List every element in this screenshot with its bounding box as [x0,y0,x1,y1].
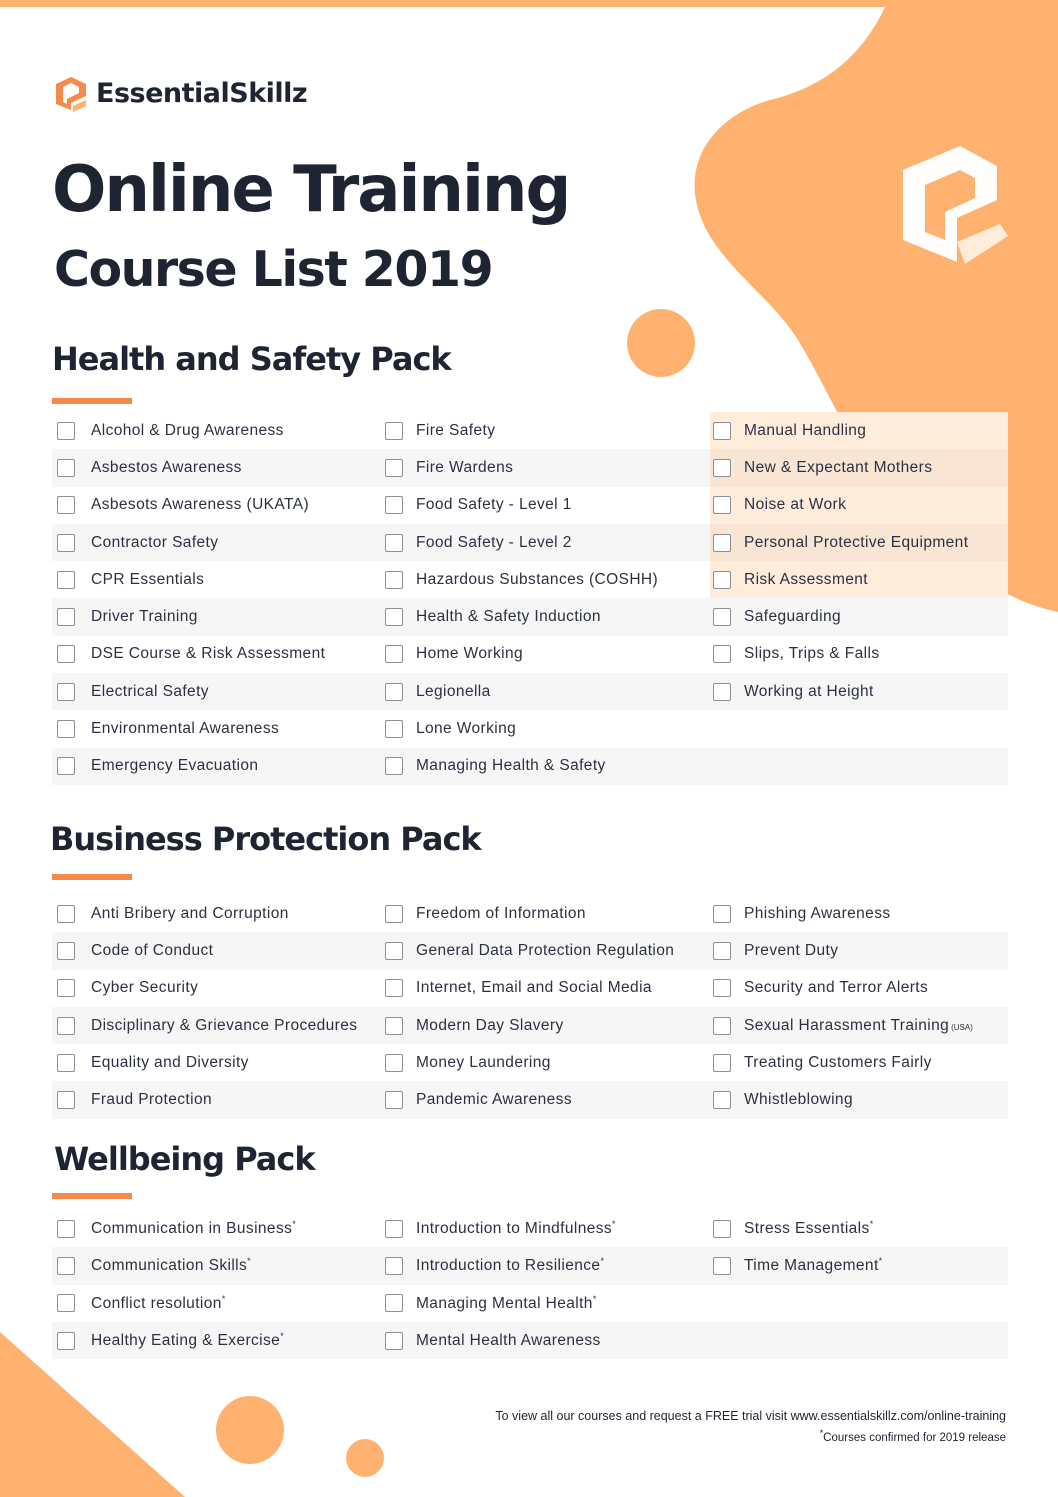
course-row [52,1322,1008,1359]
course-row [52,412,1008,449]
course-item-phishing-awareness[interactable] [710,895,1008,932]
course-label [416,942,674,960]
course-label [416,1091,572,1109]
course-label-text: Contractor Safety [91,533,219,551]
course-label [744,1054,932,1072]
course-label-text: Money Laundering [416,1053,551,1071]
course-label-text: Health & Safety Induction [416,608,601,626]
course-item-cyber-security[interactable] [52,970,382,1007]
course-checkbox[interactable] [385,608,403,626]
course-checkbox[interactable] [57,496,75,514]
course-item-home-working[interactable] [382,636,710,673]
course-item-time-management[interactable] [710,1247,1008,1284]
course-label [91,459,242,477]
course-label [91,1017,357,1035]
course-item-general-data-protection-regulation[interactable] [382,932,710,969]
course-label-text: Conflict resolution [91,1294,222,1312]
course-checkbox[interactable] [385,1017,403,1035]
course-label [91,534,218,552]
course-label-text: Food Safety - Level 1 [416,496,572,514]
course-label [744,422,866,440]
course-checkbox[interactable] [57,422,75,440]
course-label [416,757,606,775]
course-item-health-safety-induction[interactable] [382,598,710,635]
empty-cell [710,748,1008,785]
course-label-text: CPR Essentials [91,570,205,588]
course-item-electrical-safety[interactable] [52,673,382,710]
footer-trial-text: To view all our courses and request a FREE trial visit www.essentialskillz.com/online-training [495,1409,1006,1423]
course-checkbox[interactable] [385,683,403,701]
course-item-code-of-conduct[interactable] [52,932,382,969]
course-checkbox[interactable] [713,608,731,626]
course-item-legionella[interactable] [382,673,710,710]
course-grid-business [52,895,1008,1119]
course-label [744,608,841,626]
course-item-stress-essentials[interactable] [710,1210,1008,1247]
course-label [744,571,868,589]
course-checkbox[interactable] [385,979,403,997]
release-asterisk: * [292,1219,296,1230]
course-label [91,1219,296,1238]
course-grid-health [52,412,1008,785]
course-item-safeguarding[interactable] [710,598,1008,635]
footer-release-text: Courses confirmed for 2019 release [823,1431,1006,1444]
course-label-text: Manual Handling [744,421,867,439]
course-checkbox[interactable] [385,496,403,514]
course-label [91,496,309,514]
course-checkbox[interactable] [713,979,731,997]
course-item-noise-at-work[interactable] [710,487,1008,524]
course-row [52,487,1008,524]
course-label [91,683,209,701]
course-checkbox[interactable] [57,942,75,960]
course-grid-wellbeing [52,1210,1008,1359]
empty-cell [710,1322,1008,1359]
course-label [416,1294,596,1313]
course-item-security-and-terror-alerts[interactable] [710,970,1008,1007]
course-label-text: Disciplinary & Grievance Procedures [91,1016,358,1034]
course-label-text: Noise at Work [744,496,847,514]
course-label-text: Asbestos Awareness [91,458,242,476]
course-label [416,1219,616,1238]
course-label-text: Safeguarding [744,608,842,626]
course-item-environmental-awareness[interactable] [52,710,382,747]
course-checkbox[interactable] [713,942,731,960]
course-label [91,1294,225,1313]
course-item-healthy-eating-exercise[interactable] [52,1322,382,1359]
course-item-treating-customers-fairly[interactable] [710,1044,1008,1081]
footer-asterisk: * [819,1428,824,1439]
course-label [91,1256,251,1275]
course-label [91,422,284,440]
course-label-text: DSE Course & Risk Assessment [91,645,326,663]
course-checkbox[interactable] [713,1017,731,1035]
footer-release-note [495,1425,1006,1447]
course-checkbox[interactable] [385,1091,403,1109]
course-label-text: Hazardous Substances (COSHH) [416,570,659,588]
course-label-text: Cyber Security [91,979,199,997]
course-label [416,905,586,923]
course-label-text: Slips, Trips & Falls [744,645,880,663]
course-checkbox[interactable] [57,534,75,552]
course-checkbox[interactable] [713,645,731,663]
course-label [744,942,838,960]
release-asterisk: * [612,1219,616,1230]
course-checkbox[interactable] [57,1294,75,1312]
course-label [91,720,279,738]
course-item-asbestos-awareness[interactable] [52,449,382,486]
course-label [744,645,879,663]
course-label [416,422,495,440]
course-row [52,598,1008,635]
course-item-anti-bribery-and-corruption[interactable] [52,895,382,932]
course-checkbox[interactable] [385,459,403,477]
course-item-food-safety-level-2[interactable] [382,524,710,561]
course-label-text: Legionella [416,682,491,700]
course-label-text: Introduction to Resilience [416,1257,601,1275]
course-item-mental-health-awareness[interactable] [382,1322,710,1359]
course-row [52,524,1008,561]
course-checkbox[interactable] [57,720,75,738]
course-item-prevent-duty[interactable] [710,932,1008,969]
course-checkbox[interactable] [713,683,731,701]
course-checkbox[interactable] [385,1332,403,1350]
course-label [416,1332,601,1350]
course-checkbox[interactable] [713,534,731,552]
course-label [416,571,658,589]
course-checkbox[interactable] [57,1257,75,1275]
course-label [91,942,213,960]
release-asterisk: * [600,1256,604,1267]
course-label [744,1219,873,1238]
course-label [744,459,932,477]
course-item-managing-health-safety[interactable] [382,748,710,785]
course-label [91,608,198,626]
course-label-text: General Data Protection Regulation [416,941,675,959]
course-label-text: Managing Health & Safety [416,757,606,775]
course-item-driver-training[interactable] [52,598,382,635]
course-label [744,534,968,552]
course-row [52,1007,1008,1044]
course-label [416,683,491,701]
course-label [416,496,572,514]
course-label-text: Driver Training [91,608,198,626]
course-checkbox[interactable] [57,1091,75,1109]
course-item-alcohol-drug-awareness[interactable] [52,412,382,449]
orange-circle-large [627,309,695,377]
course-label-text: Freedom of Information [416,904,586,922]
course-checkbox[interactable] [385,1054,403,1072]
course-label-text: Environmental Awareness [91,720,280,738]
course-item-sexual-harassment-training[interactable] [710,1007,1008,1044]
course-item-food-safety-level-1[interactable] [382,487,710,524]
course-label-text: Time Management [744,1257,879,1275]
section-title-health: Health and Safety Pack [52,340,451,378]
course-label [416,720,516,738]
course-item-communication-skills[interactable] [52,1247,382,1284]
course-label-text: Communication Skills [91,1257,248,1275]
empty-cell [710,710,1008,747]
course-checkbox[interactable] [713,1220,731,1238]
course-item-fraud-protection[interactable] [52,1081,382,1118]
section-rule-health [52,398,132,404]
course-label-text: Stress Essentials [744,1220,870,1238]
course-checkbox[interactable] [385,1220,403,1238]
empty-cell [710,1285,1008,1322]
course-checkbox[interactable] [57,979,75,997]
course-label [91,1054,249,1072]
course-item-communication-in-business[interactable] [52,1210,382,1247]
course-label-text: Fraud Protection [91,1091,212,1109]
course-checkbox[interactable] [57,1054,75,1072]
course-label-text: Security and Terror Alerts [744,979,929,997]
course-label [744,1017,973,1035]
course-label-text: Whistleblowing [744,1091,853,1109]
course-checkbox[interactable] [57,683,75,701]
essentialskillz-logo-icon [54,74,88,112]
course-item-modern-day-slavery[interactable] [382,1007,710,1044]
course-row [52,1285,1008,1322]
course-label-text: Managing Mental Health [416,1294,593,1312]
course-item-managing-mental-health[interactable] [382,1285,710,1322]
course-item-new-expectant-mothers[interactable] [710,449,1008,486]
course-item-dse-course-risk-assessment[interactable] [52,636,382,673]
course-label-text: Fire Safety [416,421,496,439]
page-title-line1: Online Training [52,153,570,227]
course-checkbox[interactable] [57,645,75,663]
course-item-emergency-evacuation[interactable] [52,748,382,785]
course-label [416,1017,564,1035]
course-row [52,1210,1008,1247]
course-label [91,905,289,923]
course-row [52,1247,1008,1284]
course-item-contractor-safety[interactable] [52,524,382,561]
course-item-whistleblowing[interactable] [710,1081,1008,1118]
course-checkbox[interactable] [57,1017,75,1035]
course-checkbox[interactable] [713,1257,731,1275]
course-row [52,636,1008,673]
course-checkbox[interactable] [57,1220,75,1238]
course-label-text: Introduction to Mindfulness [416,1220,613,1238]
course-checkbox[interactable] [713,459,731,477]
brand-logo [54,74,307,112]
course-label [91,571,204,589]
course-item-internet-email-and-social-media[interactable] [382,970,710,1007]
course-label [91,1091,212,1109]
course-item-introduction-to-mindfulness[interactable] [382,1210,710,1247]
course-label [744,1091,853,1109]
course-label [416,459,513,477]
course-checkbox[interactable] [385,905,403,923]
course-item-disciplinary-grievance-procedures[interactable] [52,1007,382,1044]
course-label-text: New & Expectant Mothers [744,458,933,476]
course-label-text: Alcohol & Drug Awareness [91,421,284,439]
course-checkbox[interactable] [385,1294,403,1312]
course-checkbox[interactable] [713,571,731,589]
course-label-text: Healthy Eating & Exercise [91,1332,281,1350]
course-label-text: Personal Protective Equipment [744,533,969,551]
course-checkbox[interactable] [385,720,403,738]
footer-note [495,1407,1006,1447]
course-label [416,1256,604,1275]
course-label [744,1256,882,1275]
course-item-money-laundering[interactable] [382,1044,710,1081]
course-label [744,979,928,997]
course-row [52,895,1008,932]
course-item-personal-protective-equipment[interactable] [710,524,1008,561]
section-title-wellbeing: Wellbeing Pack [54,1140,315,1178]
course-item-manual-handling[interactable] [710,412,1008,449]
course-label [744,905,891,923]
orange-circle-bottom [216,1396,284,1464]
course-item-working-at-height[interactable] [710,673,1008,710]
course-row [52,970,1008,1007]
course-checkbox[interactable] [57,757,75,775]
course-row [52,710,1008,747]
course-label [416,979,652,997]
course-checkbox[interactable] [57,1332,75,1350]
course-item-slips-trips-falls[interactable] [710,636,1008,673]
course-label-text: Phishing Awareness [744,904,891,922]
course-label-text: Emergency Evacuation [91,757,259,775]
course-item-fire-safety[interactable] [382,412,710,449]
release-asterisk: * [280,1331,284,1342]
course-checkbox[interactable] [713,1054,731,1072]
course-label [416,608,601,626]
course-label-text: Food Safety - Level 2 [416,533,572,551]
course-checkbox[interactable] [713,496,731,514]
release-asterisk: * [592,1293,597,1304]
course-checkbox[interactable] [385,571,403,589]
course-label [91,1331,284,1350]
course-label [91,979,198,997]
course-item-hazardous-substances-coshh[interactable] [382,561,710,598]
course-row [52,1081,1008,1118]
course-checkbox[interactable] [385,645,403,663]
course-checkbox[interactable] [57,905,75,923]
course-checkbox[interactable] [713,1091,731,1109]
course-row [52,561,1008,598]
release-asterisk: * [221,1293,226,1304]
orange-circle-small [346,1439,384,1477]
course-label [416,1054,551,1072]
course-row [52,932,1008,969]
section-title-business: Business Protection Pack [50,820,481,858]
course-checkbox[interactable] [57,571,75,589]
course-label-text: Electrical Safety [91,682,209,700]
section-rule-wellbeing [52,1193,132,1199]
course-row [52,1044,1008,1081]
course-label-text: Sexual Harassment Training [744,1016,950,1034]
course-checkbox[interactable] [713,422,731,440]
course-label [91,645,325,663]
course-checkbox[interactable] [713,905,731,923]
course-item-risk-assessment[interactable] [710,561,1008,598]
course-label-text: Communication in Business [91,1220,293,1238]
page-title-line2: Course List 2019 [54,241,493,298]
course-checkbox[interactable] [385,1257,403,1275]
course-item-fire-wardens[interactable] [382,449,710,486]
course-checkbox[interactable] [57,608,75,626]
course-checkbox[interactable] [385,757,403,775]
course-label [416,534,572,552]
course-label-text: Pandemic Awareness [416,1091,572,1109]
course-label-text: Equality and Diversity [91,1053,249,1071]
course-label-text: Lone Working [416,720,517,738]
course-item-lone-working[interactable] [382,710,710,747]
course-checkbox[interactable] [385,422,403,440]
course-label-text: Prevent Duty [744,941,839,959]
course-label [744,683,874,701]
course-item-freedom-of-information[interactable] [382,895,710,932]
course-label-text: Treating Customers Fairly [744,1053,932,1071]
course-item-equality-and-diversity[interactable] [52,1044,382,1081]
release-asterisk: * [878,1256,883,1267]
course-item-asbesots-awareness-ukata[interactable] [52,487,382,524]
brand-name: EssentialSkillz [96,77,308,109]
course-label [416,645,523,663]
course-item-introduction-to-resilience[interactable] [382,1247,710,1284]
course-label-text: Fire Wardens [416,458,514,476]
course-checkbox[interactable] [57,459,75,477]
usa-tag: (USA) [951,1022,973,1032]
course-checkbox[interactable] [385,534,403,552]
course-row [52,748,1008,785]
course-row [52,449,1008,486]
course-row [52,673,1008,710]
course-label-text: Code of Conduct [91,941,214,959]
course-label [744,496,846,514]
course-label-text: Home Working [416,645,524,663]
course-label-text: Mental Health Awareness [416,1331,601,1349]
course-item-pandemic-awareness[interactable] [382,1081,710,1118]
release-asterisk: * [247,1256,251,1267]
course-item-cpr-essentials[interactable] [52,561,382,598]
release-asterisk: * [869,1219,874,1230]
course-label-text: Asbesots Awareness (UKATA) [91,496,310,514]
course-label-text: Internet, Email and Social Media [416,979,652,997]
course-label-text: Anti Bribery and Corruption [91,904,289,922]
course-checkbox[interactable] [385,942,403,960]
course-label [91,757,258,775]
course-label-text: Modern Day Slavery [416,1016,564,1034]
course-label-text: Risk Assessment [744,570,869,588]
course-item-conflict-resolution[interactable] [52,1285,382,1322]
section-rule-business [52,874,132,880]
course-label-text: Working at Height [744,682,874,700]
